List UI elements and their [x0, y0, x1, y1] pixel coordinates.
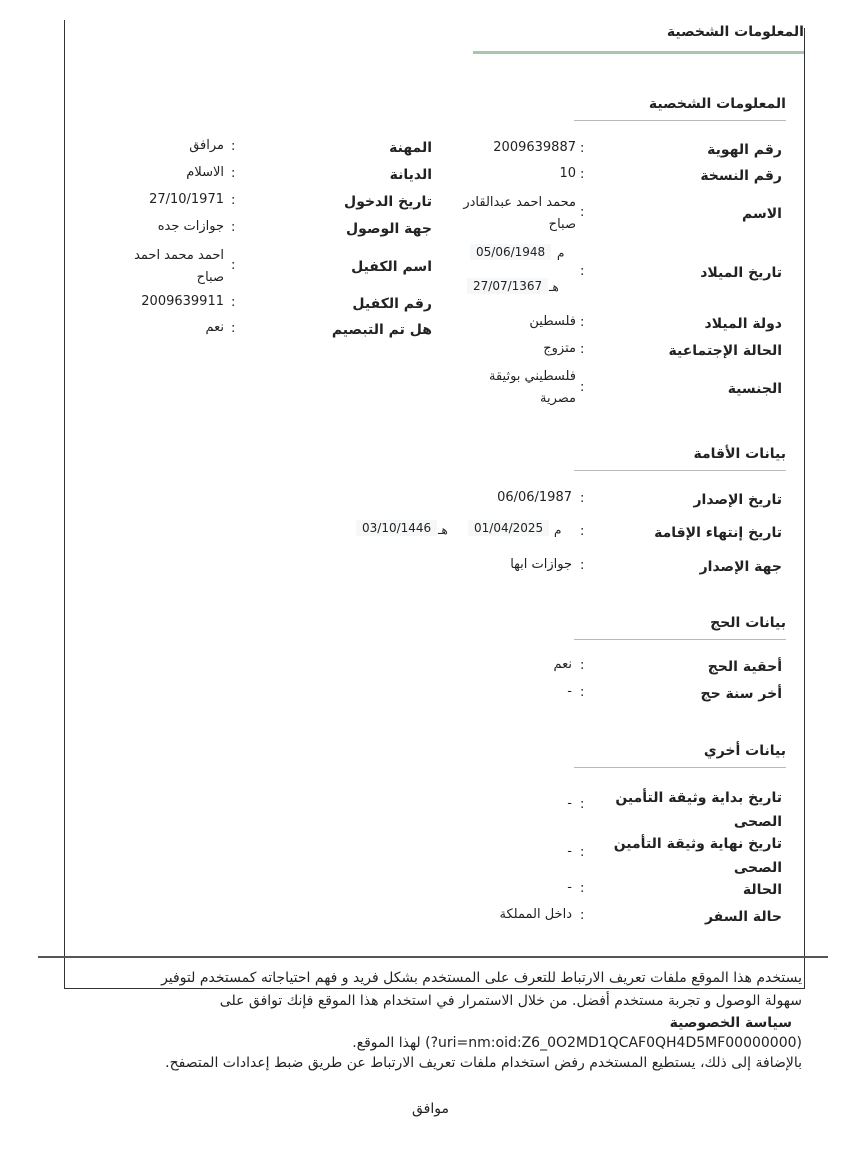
- entry-date-label: تاريخ الدخول: [344, 194, 432, 210]
- colon: :: [580, 558, 585, 573]
- section-title-personal: المعلومات الشخصية: [648, 96, 786, 112]
- colon: :: [231, 321, 236, 336]
- residence-issue-date-value: 06/06/1987: [497, 490, 572, 505]
- sponsor-number-value: 2009639911: [141, 294, 224, 309]
- gregorian-unit: م: [554, 523, 562, 537]
- copy-value: 10: [559, 166, 576, 181]
- status-value: -: [567, 880, 572, 895]
- id-label: رقم الهوية: [707, 142, 782, 158]
- page-title-underline: [473, 51, 804, 54]
- colon: :: [580, 524, 585, 539]
- entry-date-value: 27/10/1971: [149, 192, 224, 207]
- residence-issuer-value: جوازات ابها: [510, 557, 572, 572]
- hajj-eligibility-value: نعم: [553, 657, 572, 672]
- page-separator: [38, 956, 828, 958]
- last-hajj-year-label: أخر سنة حج: [700, 686, 782, 702]
- section-title-other: بيانات أخري: [703, 743, 786, 759]
- status-label: الحالة: [742, 882, 782, 898]
- travel-status-label: حالة السفر: [704, 909, 782, 925]
- colon: :: [231, 166, 236, 181]
- sponsor-name-label: اسم الكفيل: [351, 259, 432, 275]
- colon: :: [580, 881, 585, 896]
- hajj-eligibility-label: أحقية الحج: [707, 659, 782, 675]
- sponsor-number-label: رقم الكفيل: [352, 296, 432, 312]
- residence-issuer-label: جهة الإصدار: [699, 559, 782, 575]
- section-line-hajj: [574, 639, 786, 640]
- nationality-value: فلسطيني بوثيقة مصرية: [488, 369, 576, 406]
- colon: :: [580, 797, 585, 812]
- birth-date-gregorian: 05/06/1948: [470, 244, 551, 260]
- section-line-residence: [574, 470, 786, 471]
- birth-country-value: فلسطين: [529, 314, 576, 329]
- colon: :: [580, 264, 585, 279]
- insurance-end-value: -: [567, 844, 572, 859]
- religion-label: الديانة: [389, 167, 432, 183]
- colon: :: [231, 295, 236, 310]
- colon: :: [580, 167, 585, 182]
- colon: :: [580, 141, 585, 156]
- cookie-notice-line1: يستخدم هذا الموقع ملفات تعريف الارتباط للتعرف على المستخدم بشكل فريد و فهم احتياجاته كمستخدم لتوفير: [161, 970, 802, 986]
- hijri-unit: هـ: [549, 280, 559, 294]
- insurance-start-value: -: [567, 796, 572, 811]
- privacy-policy-link[interactable]: سياسة الخصوصية: [669, 1015, 792, 1031]
- section-line-personal: [574, 120, 786, 121]
- job-label: المهنة: [389, 140, 432, 156]
- colon: :: [231, 193, 236, 208]
- cookie-notice-line5: بالإضافة إلى ذلك، يستطيع المستخدم رفض استخدام ملفات تعريف الارتباط عن طريق ضبط إعدادات المتصفح.: [165, 1055, 802, 1071]
- residence-expiry-hijri: 03/10/1446: [356, 520, 437, 536]
- last-hajj-year-value: -: [567, 684, 572, 699]
- arrival-point-value: جوازات جده: [157, 219, 224, 234]
- arrival-point-label: جهة الوصول: [346, 221, 432, 237]
- frame-left-border: [64, 20, 65, 988]
- colon: :: [580, 342, 585, 357]
- name-value: محمد احمد عبدالقادر صباح: [463, 195, 576, 232]
- colon: :: [231, 139, 236, 154]
- page-title: المعلومات الشخصية: [666, 24, 804, 40]
- colon: :: [580, 658, 585, 673]
- marital-status-value: متزوج: [543, 341, 576, 356]
- id-value: 2009639887: [493, 140, 576, 155]
- colon: :: [580, 315, 585, 330]
- copy-label: رقم النسخة: [700, 168, 782, 184]
- birth-date-hijri: 27/07/1367: [467, 278, 548, 294]
- sponsor-name-value: احمد محمد احمد صباح: [134, 248, 224, 285]
- insurance-end-label: تاريخ نهاية وثيقة التأمين الصحى: [613, 836, 782, 876]
- religion-value: الاسلام: [186, 165, 224, 180]
- accept-button[interactable]: موافق: [412, 1101, 449, 1117]
- marital-status-label: الحالة الإجتماعية: [668, 343, 782, 359]
- birth-country-label: دولة الميلاد: [704, 316, 782, 332]
- colon: :: [580, 685, 585, 700]
- insurance-start-label: تاريخ بداية وثيقة التأمين الصحى: [615, 790, 782, 830]
- travel-status-value: داخل المملكة: [499, 907, 572, 922]
- colon: :: [580, 491, 585, 506]
- colon: :: [231, 220, 236, 235]
- frame-right-border: [804, 28, 805, 988]
- colon: :: [580, 380, 585, 395]
- colon: :: [580, 908, 585, 923]
- hijri-unit: هـ: [438, 523, 448, 537]
- cookie-notice-line4: (uri=nm:oid:Z6_0O2MD1QCAF0QH4D5MF00000000?) لهذا الموقع.: [352, 1035, 802, 1051]
- residence-expiry-gregorian: 01/04/2025: [468, 520, 549, 536]
- section-title-hajj: بيانات الحج: [710, 615, 786, 631]
- gregorian-unit: م: [557, 246, 565, 260]
- birth-date-label: تاريخ الميلاد: [700, 265, 782, 281]
- colon: :: [231, 258, 236, 273]
- nationality-label: الجنسية: [727, 381, 782, 397]
- fingerprint-value: نعم: [205, 320, 224, 335]
- job-value: مرافق: [189, 138, 224, 153]
- colon: :: [580, 845, 585, 860]
- colon: :: [580, 205, 585, 220]
- section-line-other: [574, 767, 786, 768]
- section-title-residence: بيانات الأقامة: [693, 446, 786, 462]
- fingerprint-label: هل تم التبصيم: [331, 322, 432, 338]
- residence-expiry-label: تاريخ إنتهاء الإقامة: [654, 525, 782, 541]
- residence-issue-date-label: تاريخ الإصدار: [693, 492, 782, 508]
- name-label: الاسم: [742, 206, 782, 222]
- cookie-notice-line2: سهولة الوصول و تجربة مستخدم أفضل. من خلال الاستمرار في استخدام هذا الموقع فإنك توافق على: [219, 993, 802, 1009]
